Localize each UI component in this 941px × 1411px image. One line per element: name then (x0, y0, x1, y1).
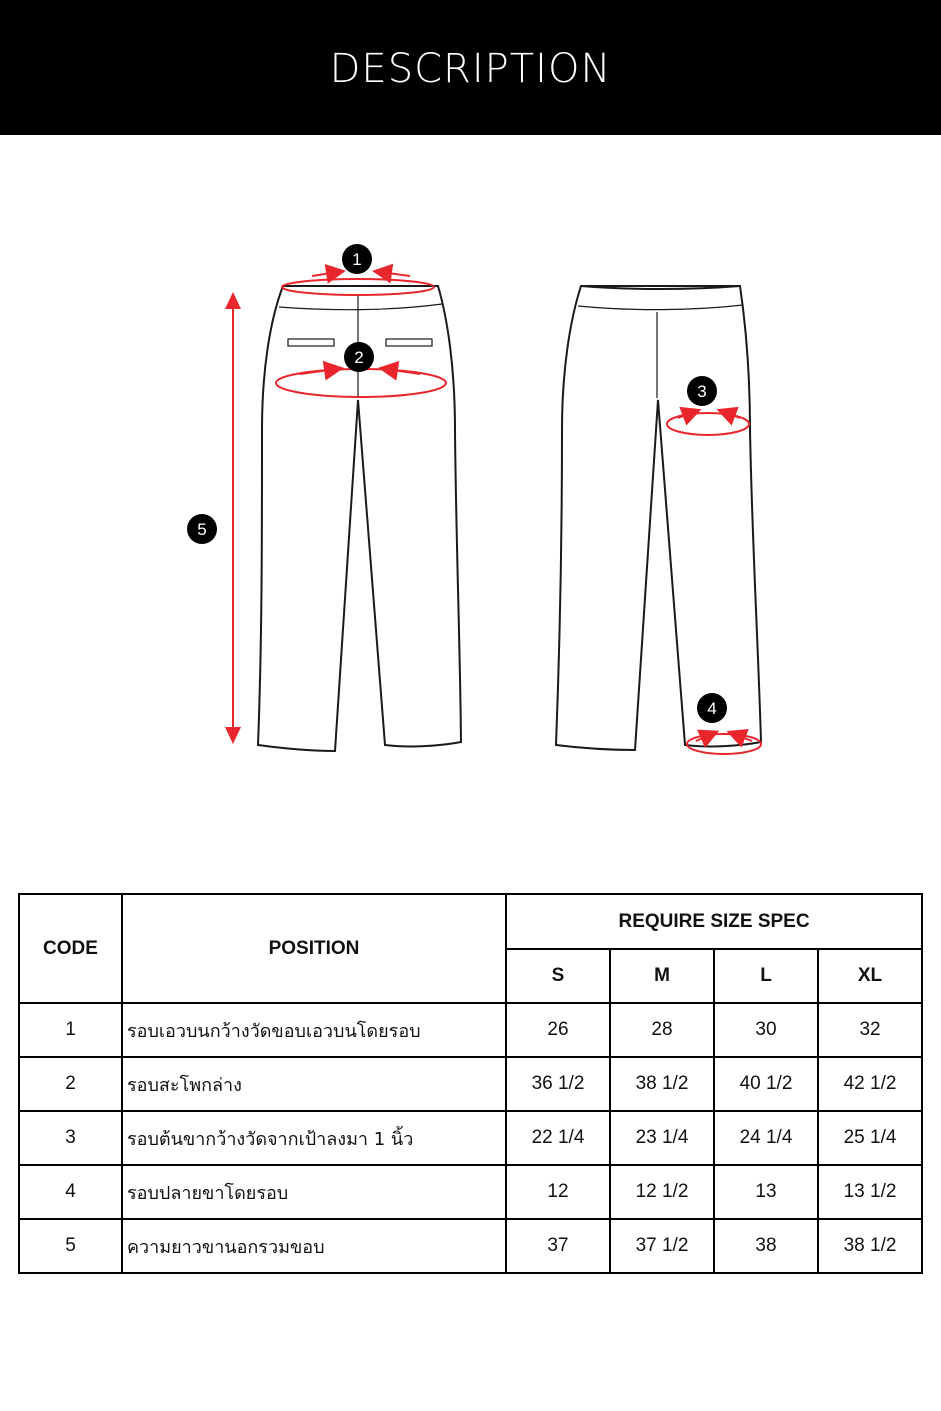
badge-4 (697, 693, 727, 723)
row-value: 36 1/2 (506, 1057, 610, 1111)
position-header: POSITION (122, 894, 506, 1003)
table-header-row (19, 894, 922, 949)
row-code: 2 (19, 1057, 122, 1111)
size-header: S (506, 949, 610, 1003)
svg-text:1: 1 (352, 250, 362, 269)
row-code: 4 (19, 1165, 122, 1219)
back-pants (556, 286, 761, 750)
row-value: 26 (506, 1003, 610, 1057)
row-value: 37 (506, 1219, 610, 1273)
table-row (19, 1219, 922, 1273)
row-value: 13 (714, 1165, 818, 1219)
row-value: 13 1/2 (818, 1165, 922, 1219)
size-header: L (714, 949, 818, 1003)
row-value: 30 (714, 1003, 818, 1057)
spec-header: REQUIRE SIZE SPEC (506, 894, 922, 949)
row-value: 23 1/4 (610, 1111, 714, 1165)
table-row (19, 1111, 922, 1165)
table-row (19, 1003, 922, 1057)
pants-measurement-diagram (0, 135, 941, 855)
measure-hip (276, 369, 446, 397)
row-position: รอบเอวบนกว้างวัดขอบเอวบนโดยรอบ (122, 1003, 506, 1057)
code-header: CODE (19, 894, 122, 1003)
row-position: ความยาวขานอกรวมขอบ (122, 1219, 506, 1273)
row-code: 5 (19, 1219, 122, 1273)
row-value: 37 1/2 (610, 1219, 714, 1273)
measure-waist (282, 272, 434, 295)
header-bar (0, 0, 941, 135)
pants-illustration (0, 135, 941, 855)
size-header: XL (818, 949, 922, 1003)
svg-text:4: 4 (707, 699, 717, 718)
row-value: 12 (506, 1165, 610, 1219)
row-code: 1 (19, 1003, 122, 1057)
row-value: 38 1/2 (610, 1057, 714, 1111)
size-spec-table (18, 893, 923, 1274)
row-position: รอบสะโพกล่าง (122, 1057, 506, 1111)
row-value: 42 1/2 (818, 1057, 922, 1111)
badge-5 (187, 514, 217, 544)
badge-1 (342, 244, 372, 274)
row-value: 12 1/2 (610, 1165, 714, 1219)
svg-text:5: 5 (197, 520, 207, 539)
row-value: 24 1/4 (714, 1111, 818, 1165)
row-code: 3 (19, 1111, 122, 1165)
badge-2 (344, 342, 374, 372)
row-value: 28 (610, 1003, 714, 1057)
row-value: 32 (818, 1003, 922, 1057)
size-header: M (610, 949, 714, 1003)
row-value: 40 1/2 (714, 1057, 818, 1111)
row-value: 38 1/2 (818, 1219, 922, 1273)
row-position: รอบปลายขาโดยรอบ (122, 1165, 506, 1219)
badge-3 (687, 376, 717, 406)
row-value: 22 1/4 (506, 1111, 610, 1165)
svg-text:3: 3 (697, 382, 707, 401)
table-row (19, 1057, 922, 1111)
measure-thigh (667, 412, 749, 435)
row-position: รอบต้นขากว้างวัดจากเป้าลงมา 1 นิ้ว (122, 1111, 506, 1165)
row-value: 25 1/4 (818, 1111, 922, 1165)
row-value: 38 (714, 1219, 818, 1273)
svg-text:2: 2 (354, 348, 364, 367)
table-row (19, 1165, 922, 1219)
measure-length (225, 292, 241, 744)
page-title: DESCRIPTION (329, 45, 612, 92)
